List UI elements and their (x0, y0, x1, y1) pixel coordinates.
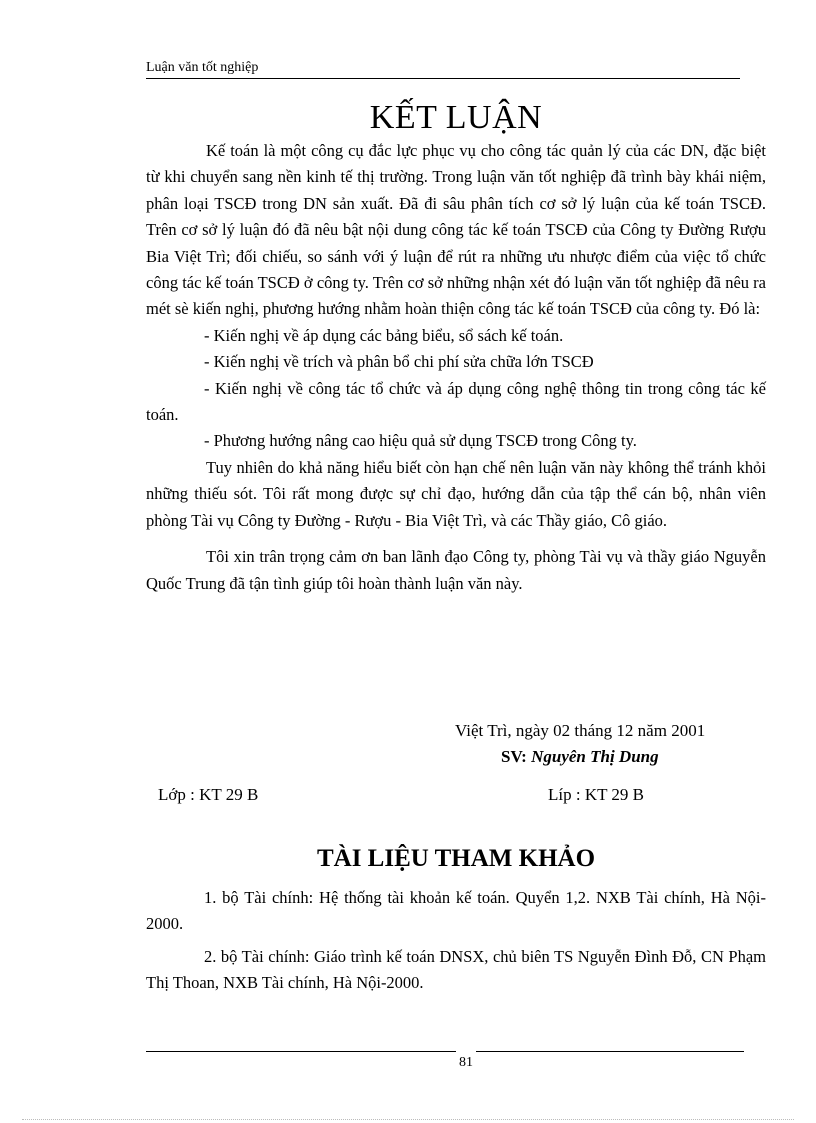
conclusion-body (146, 138, 766, 597)
conclusion-paragraph-2: Tuy nhiên do khả năng hiểu biết còn hạn chế nên luận văn này không thể tránh khỏi những thiếu sót. Tôi rất mong được sự chỉ đạo, hướng dẫn của tập thể cán bộ, nhân viên phòng Tài vụ Công ty Đường - Rượu - Bia Việt Trì, và các Thầy giáo, Cô giáo. (146, 457, 766, 530)
footer-rule-right (476, 1051, 744, 1052)
reference-entry: 2. bộ Tài chính: Giáo trình kế toán DNSX, chủ biên TS Nguyễn Đình Đỗ, CN Phạm Thị Thoan, NXB Tài chính, Hà Nội-2000. (146, 946, 766, 993)
list-item: - Kiến nghị về trích và phân bổ chi phí sửa chữa lớn TSCĐ (204, 352, 594, 372)
list-item: - Kiến nghị về áp dụng các bảng biểu, sổ sách kế toán. (204, 325, 564, 345)
class-label-right: Líp : KT 29 B (548, 785, 645, 804)
sv-label: SV: (501, 747, 532, 766)
footer-rule-left (146, 1051, 456, 1052)
student-name: Nguyên Thị Dung (531, 747, 659, 766)
class-label-left: Lớp : KT 29 B (158, 785, 259, 804)
references-list (146, 885, 766, 1003)
place-date: Việt Trì, ngày 02 tháng 12 năm 2001 (455, 721, 706, 740)
list-item: - Kiến nghị về công tác tổ chức và áp dụng công nghệ thông tin trong công tác kế toán. (146, 378, 766, 425)
page-bottom-divider (22, 1119, 794, 1120)
student-signature (501, 744, 659, 770)
page-number: 81 (459, 1055, 473, 1070)
list-item: - Phương hướng nâng cao hiệu quả sử dụng TSCĐ trong Công ty. (204, 431, 637, 451)
conclusion-paragraph-3: Tôi xin trân trọng cảm ơn ban lãnh đạo Công ty, phòng Tài vụ và thầy giáo Nguyễn Quốc Trung đã tận tình giúp tôi hoàn thành luận văn này. (146, 547, 766, 593)
references-title: TÀI LIỆU THAM KHẢO (316, 845, 596, 872)
conclusion-paragraph-1: Kế toán là một công cụ đắc lực phục vụ cho công tác quản lý của các DN, đặc biệt từ khi chuyển sang nền kinh tế thị trường. Trong luận văn tốt nghiệp đã trình bày khái niệm, phân loại TSCĐ trong DN sản xuất. Đã đi sâu phân tích cơ sở lý luận của kế toán TSCĐ. Trên cơ sở lý luận đó đã nêu bật nội dung công tác kế toán TSCĐ của Công ty Đường Rượu Bia Việt Trì; đối chiếu, so sánh với ý luận để rút ra những ưu nhược điểm của việc tổ chức công tác kế toán TSCĐ ở công ty. Trên cơ sở những nhận xét đó luận văn tốt nghiệp đã nêu ra mét sè kiến nghị, phương hướng nhằm hoàn thiện công tác kế toán TSCĐ của công ty. Đó là: (146, 141, 766, 319)
running-header: Luận văn tốt nghiệp (146, 59, 740, 79)
conclusion-title: KẾT LUẬN (369, 99, 543, 136)
reference-entry: 1. bộ Tài chính: Hệ thống tài khoản kế toán. Quyển 1,2. NXB Tài chính, Hà Nội-2000. (146, 888, 766, 934)
